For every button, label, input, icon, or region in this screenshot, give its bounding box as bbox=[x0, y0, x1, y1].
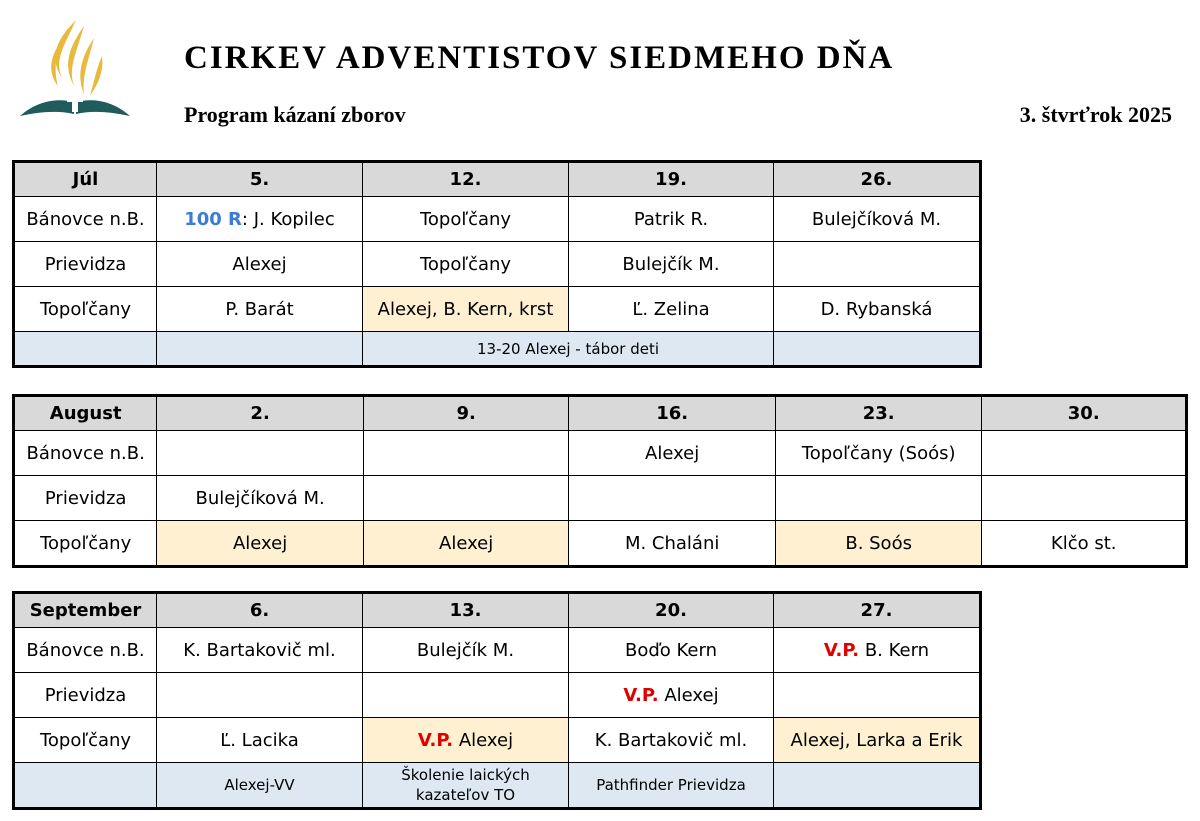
table-row bbox=[14, 673, 981, 718]
note-cell bbox=[774, 332, 981, 367]
date-header: 9. bbox=[363, 396, 569, 431]
table-header-row bbox=[14, 162, 981, 197]
schedule-cell: Ľ. Lacika bbox=[157, 718, 363, 763]
note-cell bbox=[14, 332, 157, 367]
schedule-cell: M. Chaláni bbox=[569, 521, 776, 567]
schedule-cell bbox=[569, 673, 774, 718]
schedule-cell bbox=[157, 197, 363, 242]
schedule-cell bbox=[157, 673, 363, 718]
schedule-cell bbox=[775, 476, 982, 521]
church-label: Bánovce n.B. bbox=[14, 431, 157, 476]
table-header-row bbox=[14, 396, 1187, 431]
note-cell: Školenie laických kazateľov TO bbox=[363, 763, 569, 809]
month-label: Júl bbox=[14, 162, 157, 197]
church-label: Prievidza bbox=[14, 242, 157, 287]
preacher-name: : J. Kopilec bbox=[241, 208, 335, 230]
event-prefix: V.P. bbox=[417, 729, 454, 751]
schedule-cell-highlighted: Alexej bbox=[157, 521, 364, 567]
table-row bbox=[14, 197, 981, 242]
page-title: CIRKEV ADVENTISTOV SIEDMEHO DŇA bbox=[184, 40, 895, 76]
schedule-cell: Topoľčany bbox=[363, 197, 569, 242]
preacher-name: B. Kern bbox=[859, 639, 930, 661]
church-label: Prievidza bbox=[14, 476, 157, 521]
date-header: 19. bbox=[569, 162, 774, 197]
schedule-cell: P. Barát bbox=[157, 287, 363, 332]
date-header: 20. bbox=[569, 593, 774, 628]
schedule-cell bbox=[774, 242, 981, 287]
table-row bbox=[14, 431, 1187, 476]
table-row bbox=[14, 242, 981, 287]
date-header: 27. bbox=[774, 593, 981, 628]
schedule-cell-highlighted: Alexej, Larka a Erik bbox=[774, 718, 981, 763]
notes-row bbox=[14, 763, 981, 809]
date-header: 23. bbox=[775, 396, 982, 431]
date-header: 16. bbox=[569, 396, 776, 431]
page-subtitle: Program kázaní zborov bbox=[184, 102, 406, 127]
church-label: Topoľčany bbox=[14, 287, 157, 332]
schedule-cell bbox=[157, 431, 364, 476]
schedule-cell: Bulejčíková M. bbox=[774, 197, 981, 242]
schedule-cell bbox=[363, 673, 569, 718]
schedule-cell-highlighted: Alexej, B. Kern, krst bbox=[363, 287, 569, 332]
date-header: 2. bbox=[157, 396, 364, 431]
date-header: 30. bbox=[982, 396, 1187, 431]
church-label: Bánovce n.B. bbox=[14, 197, 157, 242]
event-prefix: 100 R bbox=[184, 208, 242, 230]
schedule-cell-highlighted: Alexej bbox=[363, 521, 569, 567]
table-header-row bbox=[14, 593, 981, 628]
schedule-cell: Boďo Kern bbox=[569, 628, 774, 673]
note-cell: 13-20 Alexej - tábor deti bbox=[363, 332, 774, 367]
table-row bbox=[14, 718, 981, 763]
schedule-cell: Patrik R. bbox=[569, 197, 774, 242]
schedule-cell: Ľ. Zelina bbox=[569, 287, 774, 332]
quarter-label: 3. štvrťrok 2025 bbox=[1019, 102, 1172, 127]
schedule-cell-highlighted bbox=[363, 718, 569, 763]
table-row bbox=[14, 521, 1187, 567]
schedule-cell: Klčo st. bbox=[982, 521, 1187, 567]
table-row bbox=[14, 628, 981, 673]
church-label: Topoľčany bbox=[14, 521, 157, 567]
church-label: Bánovce n.B. bbox=[14, 628, 157, 673]
august-table bbox=[12, 394, 1188, 568]
notes-row bbox=[14, 332, 981, 367]
schedule-cell bbox=[363, 431, 569, 476]
schedule-cell bbox=[569, 476, 776, 521]
date-header: 6. bbox=[157, 593, 363, 628]
schedule-cell: Topoľčany (Soós) bbox=[775, 431, 982, 476]
church-label: Prievidza bbox=[14, 673, 157, 718]
schedule-cell: K. Bartakovič ml. bbox=[157, 628, 363, 673]
table-row bbox=[14, 287, 981, 332]
note-cell: Alexej-VV bbox=[157, 763, 363, 809]
event-prefix: V.P. bbox=[823, 639, 860, 661]
event-prefix: V.P. bbox=[623, 684, 659, 706]
church-label: Topoľčany bbox=[14, 718, 157, 763]
month-label: September bbox=[14, 593, 157, 628]
schedule-cell: Bulejčík M. bbox=[363, 628, 569, 673]
schedule-cell: Alexej bbox=[157, 242, 363, 287]
schedule-cell bbox=[774, 673, 981, 718]
schedule-cell: Bulejčíková M. bbox=[157, 476, 364, 521]
schedule-cell bbox=[982, 476, 1187, 521]
schedule-cell: K. Bartakovič ml. bbox=[569, 718, 774, 763]
adventist-logo-icon bbox=[18, 16, 132, 120]
date-header: 26. bbox=[774, 162, 981, 197]
note-cell bbox=[774, 763, 981, 809]
september-table bbox=[12, 591, 982, 810]
schedule-cell: Topoľčany bbox=[363, 242, 569, 287]
month-label: August bbox=[14, 396, 157, 431]
note-cell: Pathfinder Prievidza bbox=[569, 763, 774, 809]
schedule-cell bbox=[982, 431, 1187, 476]
july-table bbox=[12, 160, 982, 368]
preacher-name: Alexej bbox=[453, 729, 514, 751]
schedule-cell: Bulejčík M. bbox=[569, 242, 774, 287]
schedule-cell-highlighted: B. Soós bbox=[775, 521, 982, 567]
schedule-cell: D. Rybanská bbox=[774, 287, 981, 332]
schedule-cell bbox=[774, 628, 981, 673]
date-header: 13. bbox=[363, 593, 569, 628]
note-cell bbox=[157, 332, 363, 367]
date-header: 5. bbox=[157, 162, 363, 197]
note-cell bbox=[14, 763, 157, 809]
date-header: 12. bbox=[363, 162, 569, 197]
preacher-name: Alexej bbox=[658, 684, 719, 706]
schedule-cell bbox=[363, 476, 569, 521]
table-row bbox=[14, 476, 1187, 521]
schedule-cell: Alexej bbox=[569, 431, 776, 476]
